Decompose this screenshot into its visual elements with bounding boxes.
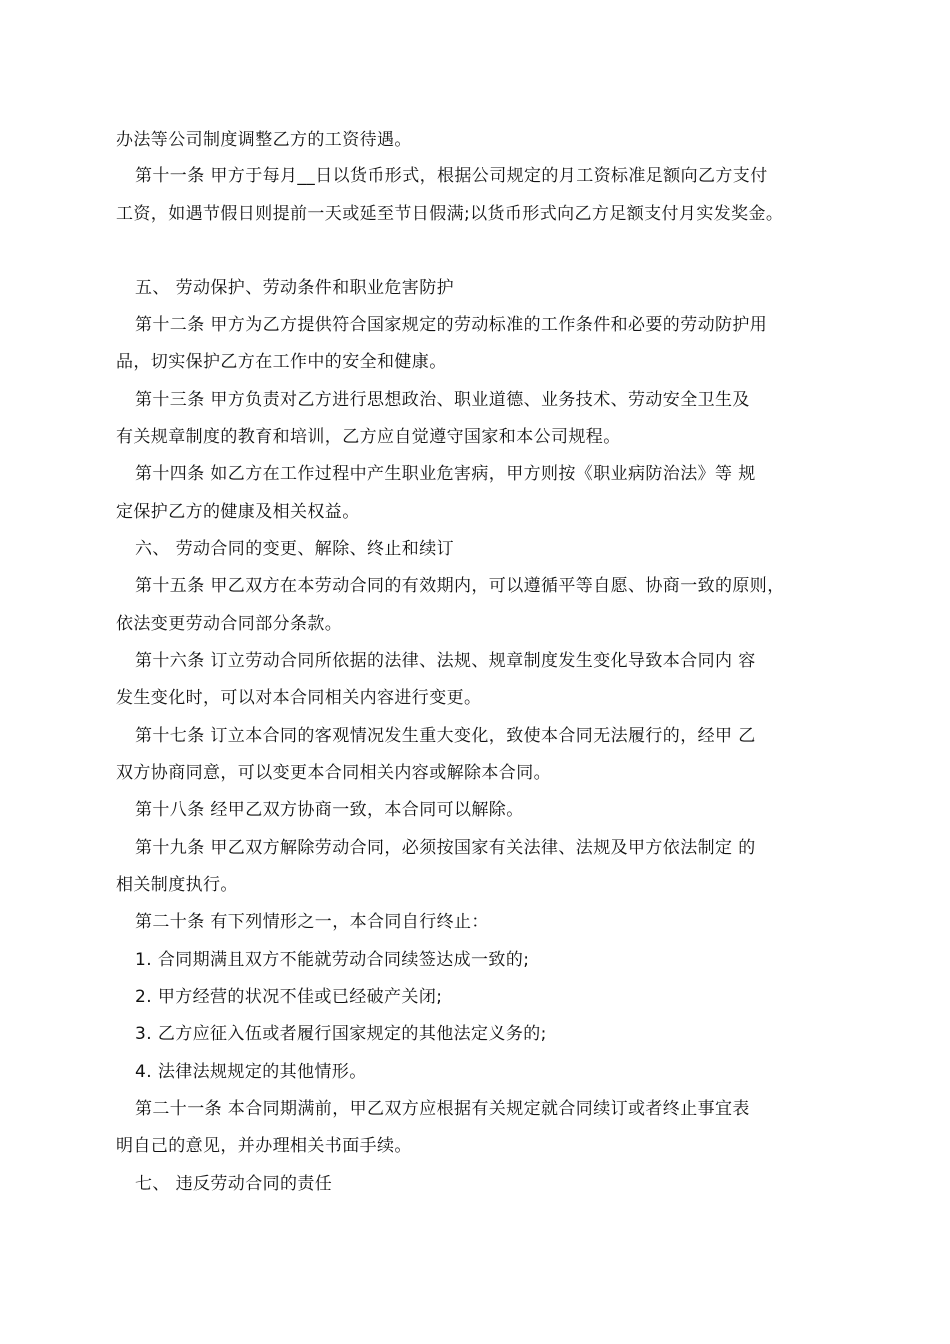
text-line: 相关制度执行。	[116, 875, 238, 895]
article-11-line: 第十一条 甲方于每月__日以货币形式，根据公司规定的月工资标准足额向乙方支付	[135, 166, 768, 186]
text-line: 定保护乙方的健康及相关权益。	[116, 502, 360, 522]
article-18-line: 第十八条 经甲乙双方协商一致，本合同可以解除。	[135, 800, 524, 820]
text-line: 工资，如遇节假日则提前一天或延至节日假满;以货币形式向乙方足额支付月实发奖金。	[116, 204, 784, 224]
text-line: 明自己的意见，并办理相关书面手续。	[116, 1136, 412, 1156]
article-16-line: 第十六条 订立劳动合同所依据的法律、法规、规章制度发生变化导致本合同内 容	[135, 651, 756, 671]
text-line: 办法等公司制度调整乙方的工资待遇。	[116, 130, 412, 150]
text-line: 双方协商同意，可以变更本合同相关内容或解除本合同。	[116, 763, 551, 783]
article-19-line: 第十九条 甲乙双方解除劳动合同，必须按国家有关法律、法规及甲方依法制定 的	[135, 838, 756, 858]
section-heading-6: 六、 劳动合同的变更、解除、终止和续订	[135, 539, 455, 559]
text-line: 发生变化时，可以对本合同相关内容进行变更。	[116, 688, 482, 708]
section-heading-5: 五、 劳动保护、劳动条件和职业危害防护	[135, 278, 455, 298]
section-heading-7: 七、 违反劳动合同的责任	[135, 1174, 333, 1194]
article-17-line: 第十七条 订立本合同的客观情况发生重大变化，致使本合同无法履行的，经甲 乙	[135, 726, 756, 746]
list-item: 4. 法律法规规定的其他情形。	[135, 1062, 367, 1082]
article-13-line: 第十三条 甲方负责对乙方进行思想政治、职业道德、业务技术、劳动安全卫生及	[135, 390, 750, 410]
list-item: 3. 乙方应征入伍或者履行国家规定的其他法定义务的;	[135, 1024, 547, 1044]
article-12-line: 第十二条 甲方为乙方提供符合国家规定的劳动标准的工作条件和必要的劳动防护用	[135, 315, 768, 335]
article-15-line: 第十五条 甲乙双方在本劳动合同的有效期内，可以遵循平等自愿、协商一致的原则，	[135, 576, 785, 596]
list-item: 1. 合同期满且双方不能就劳动合同续签达成一致的;	[135, 950, 530, 970]
text-line: 品，切实保护乙方在工作中的安全和健康。	[116, 352, 447, 372]
article-14-line: 第十四条 如乙方在工作过程中产生职业危害病，甲方则按《职业病防治法》等 规	[135, 464, 756, 484]
text-line: 有关规章制度的教育和培训，乙方应自觉遵守国家和本公司规程。	[116, 427, 621, 447]
article-21-line: 第二十一条 本合同期满前，甲乙双方应根据有关规定就合同续订或者终止事宜表	[135, 1099, 750, 1119]
text-line: 依法变更劳动合同部分条款。	[116, 614, 343, 634]
article-20-line: 第二十条 有下列情形之一，本合同自行终止：	[135, 912, 489, 932]
list-item: 2. 甲方经营的状况不佳或已经破产关闭;	[135, 987, 443, 1007]
